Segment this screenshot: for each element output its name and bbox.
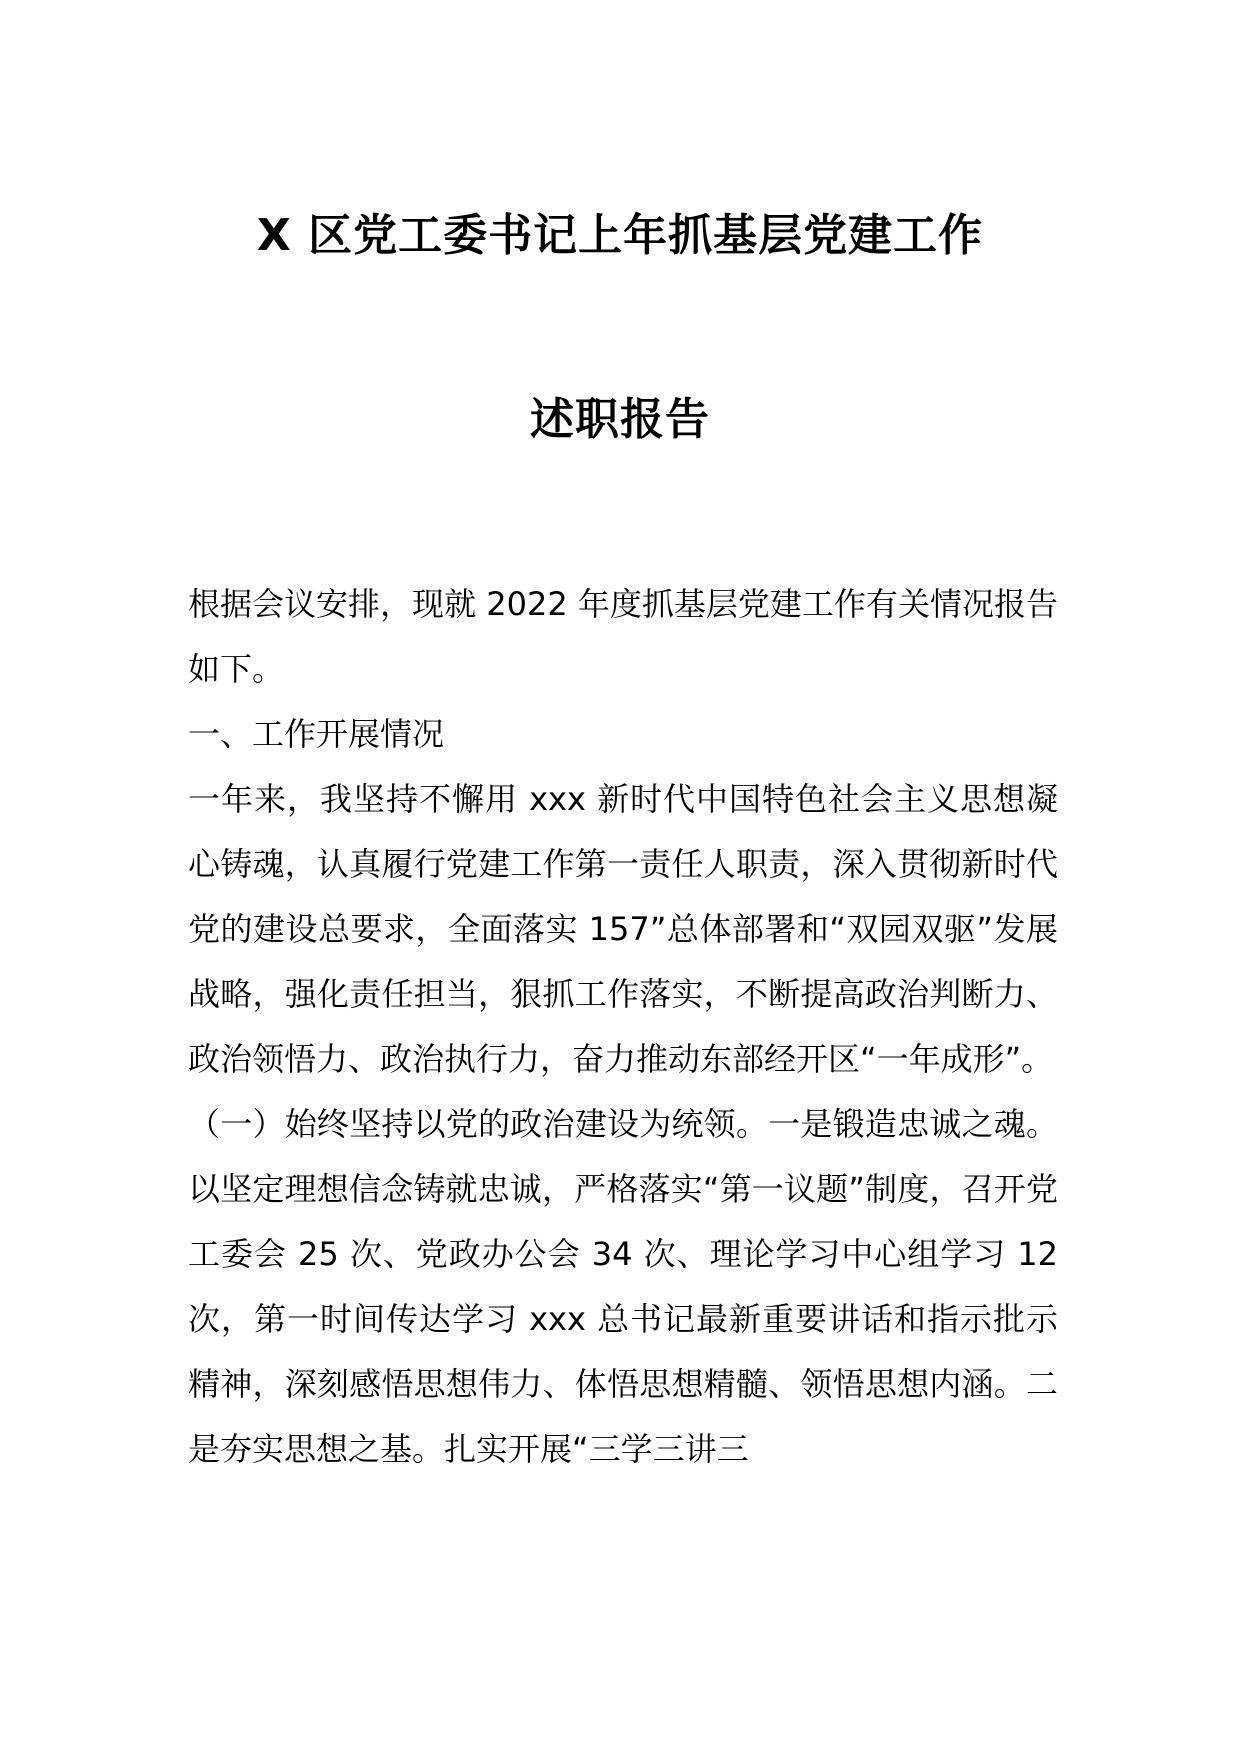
section-heading: 一、工作开展情况: [188, 715, 445, 753]
subsection-paragraph: （一）始终坚持以党的政治建设为统领。一是锻造忠诚之魂。以坚定理想信念铸就忠诚，严格落实“第一议题”制度，召开党工委会 25 次、党政办公会 34 次、理论学习中心组学习 12 次，第一时间传达学习 xxx 总书记最新重要讲话和指示批示精神，深刻感悟思想伟力、体悟思想精髓、领悟思想内涵。二是夯实思想之基。扎实开展“三学三讲三: [188, 1105, 1058, 1468]
document-title-line-2: 述职报告: [530, 394, 710, 445]
summary-paragraph: 一年来，我坚持不懈用 xxx 新时代中国特色社会主义思想凝心铸魂，认真履行党建工作第一责任人职责，深入贯彻新时代党的建设总要求，全面落实 157”总体部署和“双园双驱”发展战略，强化责任担当，狠抓工作落实，不断提高政治判断力、政治领悟力、政治执行力，奋力推动东部经开区“一年成形”。: [188, 780, 1058, 1078]
intro-paragraph: 根据会议安排，现就 2022 年度抓基层党建工作有关情况报告如下。: [188, 585, 1058, 688]
document-title-line-1: X 区党工委书记上年抓基层党建工作: [256, 210, 984, 261]
document-body: [188, 572, 1058, 1482]
